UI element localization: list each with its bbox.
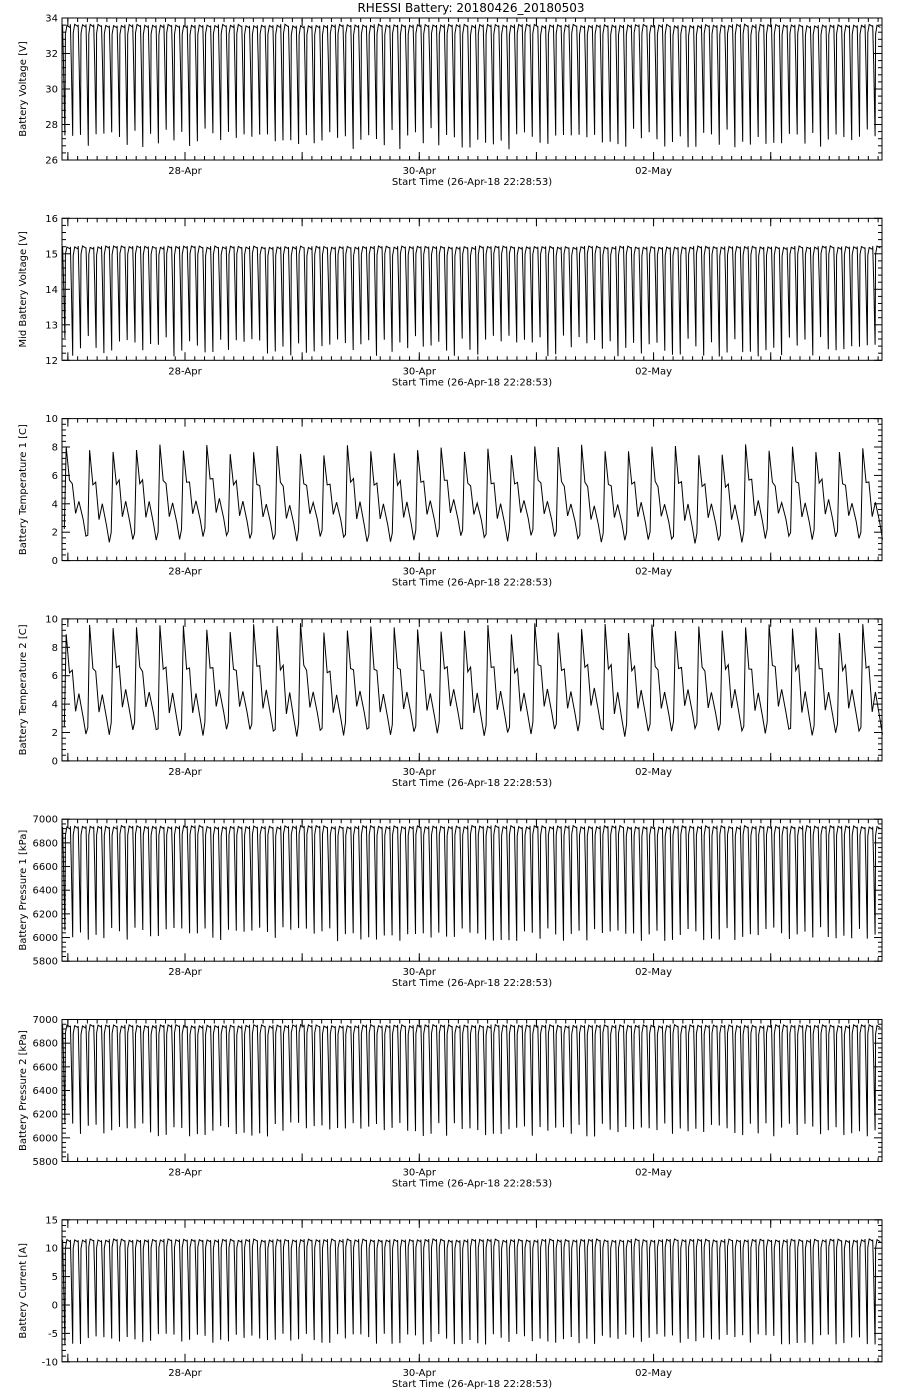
x-tick-label: 02-May xyxy=(635,766,673,778)
x-tick-label: 02-May xyxy=(635,1367,673,1379)
series-line xyxy=(63,246,881,357)
x-tick-label: 28-Apr xyxy=(168,566,202,578)
x-tick-label: 30-Apr xyxy=(402,1167,436,1179)
x-tick-label: 02-May xyxy=(635,967,673,979)
y-tick-label: 34 xyxy=(45,13,58,25)
x-axis-label: Start Time (26-Apr-18 22:28:53) xyxy=(391,777,553,789)
y-tick-label: 6000 xyxy=(32,933,58,945)
y-tick-label: 8 xyxy=(51,442,58,454)
y-tick-label: 14 xyxy=(45,284,58,296)
y-tick-label: 6200 xyxy=(32,909,58,921)
panel-3 xyxy=(18,414,883,588)
x-tick-label: 28-Apr xyxy=(168,1167,202,1179)
x-axis-label: Start Time (26-Apr-18 22:28:53) xyxy=(391,377,553,389)
y-tick-label: 12 xyxy=(45,355,58,367)
x-tick-label: 30-Apr xyxy=(402,566,436,578)
x-tick-label: 02-May xyxy=(635,1167,673,1179)
y-tick-label: 15 xyxy=(45,1215,58,1227)
y-tick-label: 6600 xyxy=(32,1062,58,1074)
x-tick-label: 02-May xyxy=(635,166,673,177)
x-tick-label: 30-Apr xyxy=(402,366,436,378)
plot-frame xyxy=(62,419,882,561)
panel-6 xyxy=(18,1015,882,1190)
x-tick-label: 02-May xyxy=(635,566,673,578)
x-axis-label: Start Time (26-Apr-18 22:28:53) xyxy=(391,1378,553,1390)
y-axis-label: Battery Pressure 1 [kPa] xyxy=(18,829,29,951)
y-axis-label: Battery Pressure 2 [kPa] xyxy=(18,1030,29,1151)
y-tick-label: 6600 xyxy=(32,862,58,874)
series-line xyxy=(64,623,882,737)
y-tick-label: 32 xyxy=(45,49,58,60)
y-axis-label: Battery Temperature 1 [C] xyxy=(18,424,29,556)
y-tick-label: 5800 xyxy=(32,956,58,968)
y-axis-label: Battery Voltage [V] xyxy=(18,41,29,137)
figure-title: RHESSI Battery: 20180426_20180503 xyxy=(357,1,585,15)
y-tick-label: 5800 xyxy=(32,1157,58,1168)
y-tick-label: 6800 xyxy=(32,1038,58,1050)
x-axis-label: Start Time (26-Apr-18 22:28:53) xyxy=(391,1178,553,1190)
y-tick-label: 10 xyxy=(45,614,58,626)
y-tick-label: 13 xyxy=(45,320,58,332)
x-tick-label: 28-Apr xyxy=(168,166,202,177)
x-axis-label: Start Time (26-Apr-18 22:28:53) xyxy=(391,577,553,589)
y-tick-label: 8 xyxy=(51,642,58,654)
series-line xyxy=(63,1239,881,1345)
y-tick-label: 7000 xyxy=(32,1015,58,1026)
x-axis-label: Start Time (26-Apr-18 22:28:53) xyxy=(391,978,553,990)
y-axis-label: Mid Battery Voltage [V] xyxy=(18,231,29,348)
x-tick-label: 30-Apr xyxy=(402,166,436,177)
y-axis-label: Battery Current [A] xyxy=(18,1243,29,1339)
x-tick-label: 02-May xyxy=(635,366,673,378)
x-tick-label: 30-Apr xyxy=(402,766,436,778)
x-tick-label: 30-Apr xyxy=(402,967,436,979)
y-tick-label: 6 xyxy=(51,671,58,683)
y-tick-label: 15 xyxy=(45,249,58,261)
series-line xyxy=(64,444,882,543)
y-tick-label: 7000 xyxy=(32,814,58,826)
y-tick-label: 30 xyxy=(45,84,58,96)
y-tick-label: 6000 xyxy=(32,1133,58,1145)
y-tick-label: 0 xyxy=(51,556,58,568)
series-line xyxy=(63,24,881,149)
y-tick-label: 26 xyxy=(45,155,58,167)
x-tick-label: 28-Apr xyxy=(168,366,202,378)
x-tick-label: 28-Apr xyxy=(168,1367,202,1379)
y-tick-label: 28 xyxy=(45,120,58,131)
y-tick-label: 6400 xyxy=(32,1086,58,1097)
y-tick-label: 2 xyxy=(51,728,58,739)
y-tick-label: 16 xyxy=(45,213,58,225)
y-tick-label: 6800 xyxy=(32,838,58,850)
panel-1 xyxy=(18,14,882,189)
y-tick-label: 10 xyxy=(45,414,58,426)
y-tick-label: 0 xyxy=(51,1300,58,1312)
panel-2 xyxy=(18,214,882,388)
y-tick-label: 4 xyxy=(51,699,58,711)
x-axis-label: Start Time (26-Apr-18 22:28:53) xyxy=(391,177,553,188)
y-axis-label: Battery Temperature 2 [C] xyxy=(18,624,29,756)
panel-7 xyxy=(18,1215,882,1390)
y-tick-label: -5 xyxy=(48,1328,58,1340)
x-tick-label: 28-Apr xyxy=(168,766,202,778)
series-line xyxy=(63,826,881,942)
series-line xyxy=(63,1025,881,1137)
x-tick-label: 30-Apr xyxy=(402,1367,436,1379)
y-tick-label: 4 xyxy=(51,499,58,511)
y-tick-label: 6 xyxy=(51,470,58,482)
y-tick-label: 0 xyxy=(51,756,58,768)
y-tick-label: 5 xyxy=(51,1272,58,1284)
y-tick-label: 10 xyxy=(45,1243,58,1255)
panel-4 xyxy=(18,614,883,789)
y-tick-label: 6200 xyxy=(32,1109,58,1121)
y-tick-label: 6400 xyxy=(32,885,58,897)
x-tick-label: 28-Apr xyxy=(168,967,202,979)
panel-5 xyxy=(18,815,882,990)
y-tick-label: -10 xyxy=(41,1357,58,1369)
y-tick-label: 2 xyxy=(51,527,58,539)
